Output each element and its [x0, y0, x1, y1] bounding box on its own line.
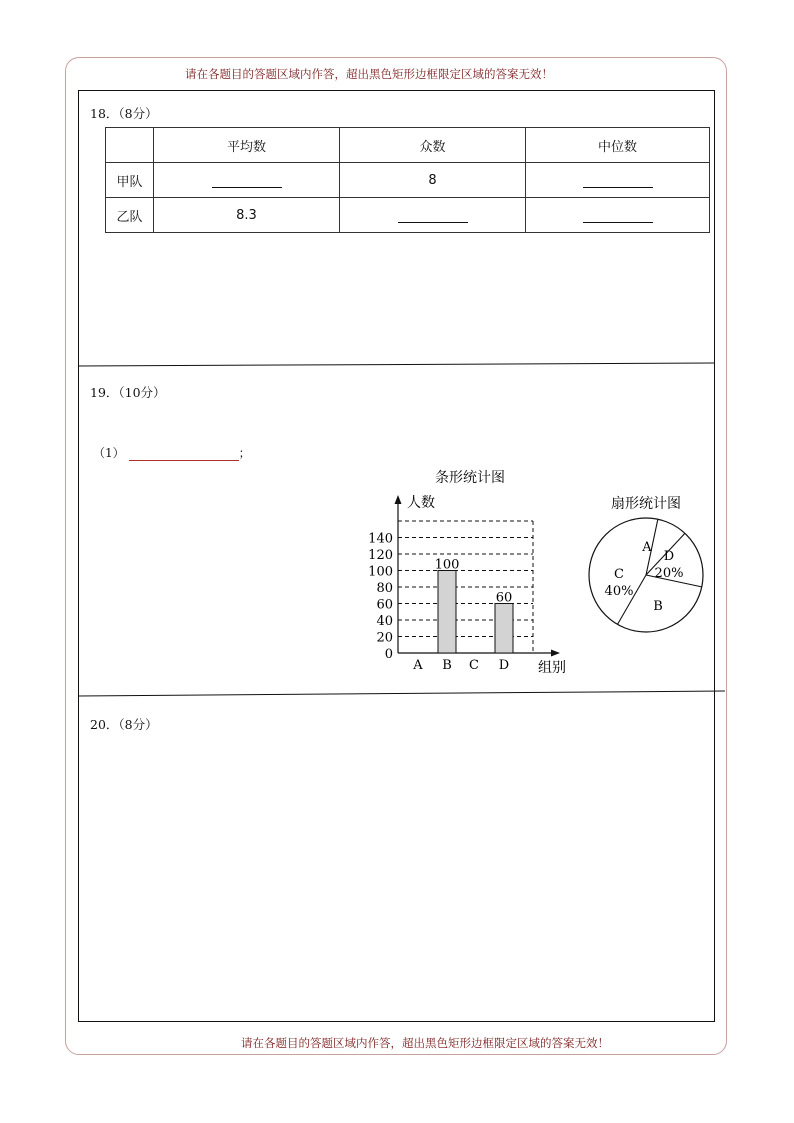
answer-blank-cell[interactable]: [340, 198, 526, 233]
table-header-row: [106, 128, 710, 163]
q20-label: 20．（8分）: [90, 717, 158, 732]
y-tick-label: 100: [368, 564, 393, 580]
q18-label: 18．（8分）: [90, 106, 158, 121]
mode-cell: 8: [340, 163, 526, 198]
answer-blank-cell[interactable]: [154, 163, 340, 198]
answer-blank[interactable]: [583, 173, 653, 188]
q19-part1: [93, 444, 251, 461]
team-cell: 甲队: [106, 163, 154, 198]
q19-part1-blank[interactable]: [129, 448, 239, 461]
pie-slice-label-C: C: [614, 567, 624, 582]
y-tick-label: 20: [376, 630, 393, 646]
answer-blank-cell[interactable]: [526, 163, 710, 198]
y-tick-label: 40: [376, 614, 393, 629]
pie-slice-label-B: B: [653, 599, 663, 614]
table-header-cell: 平均数: [154, 128, 340, 163]
top-warning: 请在各题目的答题区域内作答，超出黑色矩形边框限定区域的答案无效！: [185, 67, 553, 81]
x-tick-label: A: [413, 658, 423, 673]
table-header-cell: [106, 128, 154, 163]
answer-blank-cell[interactable]: [526, 198, 710, 233]
team-cell: 乙队: [106, 198, 154, 233]
y-tick-label: 120: [368, 548, 393, 563]
q19-part1-prefix: （1）: [93, 446, 125, 460]
y-tick-label: 140: [368, 531, 393, 547]
pie-slice-label-D: D: [663, 549, 675, 564]
bar-chart-bars: [435, 558, 513, 654]
bar-chart: [360, 462, 575, 682]
y-axis-arrow: [395, 495, 402, 504]
table-header-cell: 中位数: [526, 128, 710, 163]
x-tick-label: C: [469, 658, 479, 673]
x-tick-label: D: [498, 658, 510, 673]
pie-chart-slices: [589, 518, 703, 632]
table-row: [106, 198, 710, 233]
bar-D: [495, 604, 513, 654]
bar-chart-xlabel: 组别: [538, 660, 566, 676]
table-row: [106, 163, 710, 198]
answer-blank[interactable]: [583, 208, 653, 223]
answer-blank[interactable]: [398, 208, 468, 223]
bar-data-label: 100: [434, 557, 460, 573]
q19-label: 19．（10分）: [90, 385, 166, 400]
bar-B: [438, 571, 456, 654]
pie-slice-label-D: 20%: [654, 566, 684, 581]
answer-blank[interactable]: [212, 173, 282, 188]
y-tick-label: 60: [376, 597, 393, 613]
bar-chart-axes: [395, 495, 561, 657]
pie-chart: [582, 490, 722, 645]
pie-slice-label-C: 40%: [604, 584, 634, 599]
bottom-warning: 请在各题目的答题区域内作答，超出黑色矩形边框限定区域的答案无效！: [241, 1036, 609, 1050]
bar-chart-title: 条形统计图: [435, 470, 505, 486]
bar-chart-ylabel: 人数: [407, 495, 435, 511]
q19-part1-suffix: ；: [238, 446, 251, 460]
y-tick-label: 0: [384, 647, 393, 662]
x-axis-arrow: [551, 650, 560, 657]
section-divider: [78, 688, 728, 698]
x-tick-label: B: [442, 658, 452, 673]
y-tick-label: 80: [376, 581, 393, 596]
section-divider: [78, 362, 718, 368]
bar-data-label: 60: [495, 590, 513, 606]
table-header-cell: 众数: [340, 128, 526, 163]
pie-chart-title: 扇形统计图: [611, 496, 681, 512]
mean-cell: 8.3: [154, 198, 340, 233]
pie-slice-label-A: A: [642, 540, 652, 555]
q18-table: [105, 127, 710, 233]
